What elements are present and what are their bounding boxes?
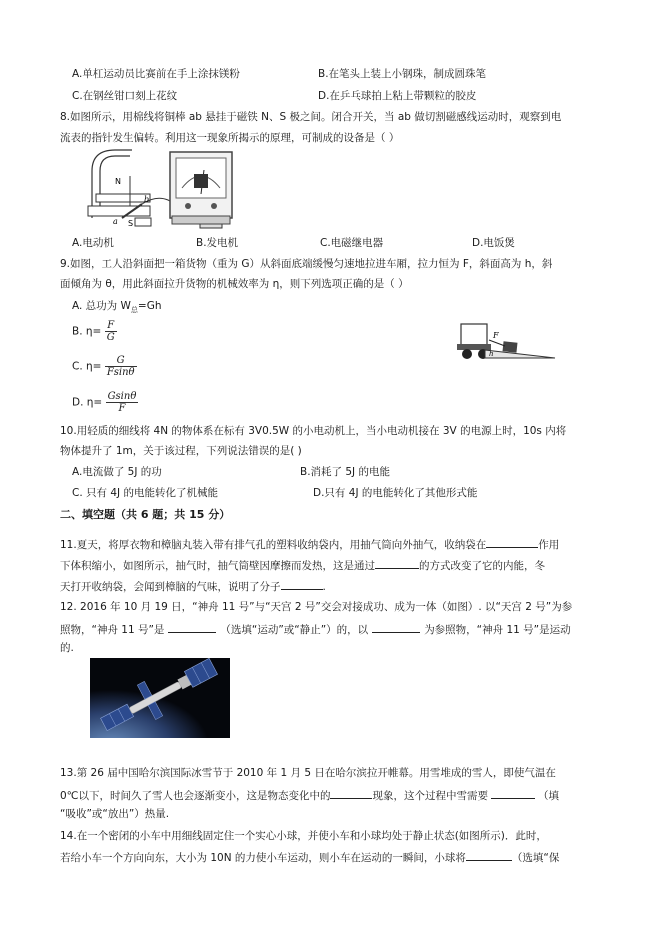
- q11-line2: [60, 557, 545, 573]
- q9-option-b-fraction: [105, 320, 117, 343]
- q8-stem-line1: 8.如图所示，用棉线将铜棒 ab 悬挂于磁铁 N、S 极之间。闭合开关，当 ab 做切割磁感线运动时，观察到电: [60, 111, 562, 123]
- q9-option-c-num: G: [105, 355, 137, 367]
- q10-option-b: B.消耗了 5J 的电能: [300, 466, 390, 478]
- q7-option-a: A.单杠运动员比赛前在手上涂抹镁粉: [72, 68, 240, 80]
- q9-option-d-den: F: [118, 403, 126, 414]
- q8-option-a: A.电动机: [72, 237, 114, 249]
- q12-line2-text-c: 为参照物，“神舟 11 号”是运动: [424, 624, 571, 636]
- section-title: 二、填空题（共 6 题；共 15 分）: [60, 508, 231, 521]
- q9-ramp-figure: [455, 318, 560, 362]
- q11-line1: [60, 536, 559, 552]
- q9-option-b-num: F: [105, 320, 117, 332]
- q12-blank-2[interactable]: [372, 621, 420, 633]
- q11-line3: [60, 578, 326, 594]
- q12-line2: [60, 621, 571, 637]
- q11-line1-text-a: 11.夏天，将厚衣物和樟脑丸装入带有排气孔的塑料收纳袋内，用抽气筒向外抽气，收纳袋在: [60, 539, 487, 551]
- q9-option-d-fraction: [106, 391, 139, 414]
- q8-option-c: C.电磁继电器: [320, 237, 384, 249]
- q8-label-s: S: [128, 219, 134, 228]
- q9-option-c-text: C. η=: [72, 360, 102, 373]
- q13-line2-text-c: （填: [537, 790, 559, 802]
- q11-line2-text-b: 的方式改变了它的内能，冬: [419, 560, 545, 572]
- q11-line1-text-b: 作用: [538, 539, 560, 551]
- q11-blank-1[interactable]: [486, 536, 538, 548]
- q13-line3: “吸收”或“放出”）热量.: [60, 808, 170, 820]
- q9-option-c-den: Fsinθ: [106, 367, 135, 378]
- q11-line2-text-a: 下体积缩小，如图所示，抽气时，抽气筒壁因摩擦而发热，这是通过: [60, 560, 375, 572]
- q13-line2-text-a: 0℃以下，时间久了雪人也会逐渐变小，这是物态变化中的: [60, 790, 331, 802]
- q13-blank-2[interactable]: [491, 787, 535, 799]
- q8-label-n: N: [115, 177, 121, 186]
- q11-blank-3[interactable]: [281, 578, 323, 590]
- q9-option-b-text: B. η=: [72, 325, 102, 338]
- q9-option-a-sub: 总: [130, 306, 138, 315]
- q10-stem-line1: 10.用轻质的细线将 4N 的物体系在标有 3V0.5W 的小电动机上，当小电动机接在 3V 的电源上时，10s 内将: [60, 425, 567, 437]
- q14-line2-text-b: （选填“保: [511, 852, 560, 864]
- q9-option-d-text: D. η=: [72, 396, 103, 409]
- q10-stem-line2: 物体提升了 1m，关于该过程，下列说法错误的是( ): [60, 445, 302, 457]
- q8-label-a: a: [113, 217, 118, 226]
- q10-option-a: A.电流做了 5J 的功: [72, 466, 162, 478]
- q12-blank-1[interactable]: [168, 621, 216, 633]
- q8-label-b: b: [144, 195, 150, 204]
- q9-option-b-den: G: [106, 332, 115, 343]
- q12-line3: 的.: [60, 642, 74, 654]
- q12-line2-text-b: （选填“运动”或“静止”）的，以: [220, 624, 369, 636]
- q9-stem-line2: 面倾角为 θ，用此斜面拉升货物的机械效率为 η，则下列选项正确的是（ ）: [60, 278, 409, 290]
- q12-line1: 12. 2016 年 10 月 19 日，“神舟 11 号”与“天宫 2 号”交会对接成功、成为一体（如图）. 以“天宫 2 号”为参: [60, 601, 573, 613]
- q12-spacecraft-photo: [90, 658, 230, 738]
- q13-line2-text-b: 现象，这个过程中雪需要: [372, 790, 488, 802]
- q9-stem-line1: 9.如图，工人沿斜面把一箱货物（重为 G）从斜面底端缓慢匀速地拉进车厢，拉力恒为 F，斜面高为 h，斜: [60, 258, 553, 270]
- q13-line1: 13.第 26 届中国哈尔滨国际冰雪节于 2010 年 1 月 5 日在哈尔滨拉开帷幕。用雪堆成的雪人，即使气温在: [60, 767, 556, 779]
- q14-line2-text-a: 若给小车一个方向向东，大小为 10N 的力使小车运动，则小车在运动的一瞬间，小球将: [60, 852, 466, 864]
- q10-option-c: C. 只有 4J 的电能转化了机械能: [72, 487, 218, 499]
- q13-line2: [60, 787, 559, 803]
- q10-option-d: D.只有 4J 的电能转化了其他形式能: [313, 487, 478, 499]
- q14-blank-1[interactable]: [466, 849, 512, 861]
- q12-line2-text-a: 照物，“神舟 11 号”是: [60, 624, 165, 636]
- q8-ammeter-figure: [166, 150, 236, 230]
- q7-option-b: B.在笔头上装上小钢珠，制成圆珠笔: [318, 68, 487, 80]
- q9-option-a: [72, 299, 162, 317]
- q13-blank-1[interactable]: [330, 787, 372, 799]
- q9-option-c-fraction: [105, 355, 137, 378]
- q9-option-b: [72, 320, 117, 343]
- q7-option-d: D.在乒乓球拍上粘上带颗粒的胶皮: [318, 90, 477, 102]
- q9-label-h: h: [489, 350, 494, 358]
- q8-stem-line2: 流表的指针发生偏转。利用这一现象所揭示的原理，可制成的设备是（ ）: [60, 132, 400, 144]
- q14-line1: 14.在一个密闭的小车中用细线固定住一个实心小球，并使小车和小球均处于静止状态(如图所示)．此时，: [60, 830, 547, 842]
- q11-blank-2[interactable]: [375, 557, 419, 569]
- q9-label-f: F: [493, 331, 499, 340]
- q9-option-d: [72, 391, 138, 414]
- q8-option-d: D.电饭煲: [472, 237, 515, 249]
- q14-line2: [60, 849, 559, 865]
- q8-option-b: B.发电机: [196, 237, 239, 249]
- q9-option-d-num: Gsinθ: [107, 391, 137, 402]
- q7-option-c: C.在钢丝钳口刻上花纹: [72, 90, 178, 102]
- q9-option-c: [72, 355, 137, 378]
- q11-line3-text-a: 天打开收纳袋，会闻到樟脑的气味，说明了分子: [60, 581, 281, 593]
- q9-option-a-text: A. 总功为 W: [72, 300, 131, 312]
- q11-line3-text-b: .: [322, 581, 326, 593]
- q9-option-a-tail: =Gh: [137, 300, 162, 312]
